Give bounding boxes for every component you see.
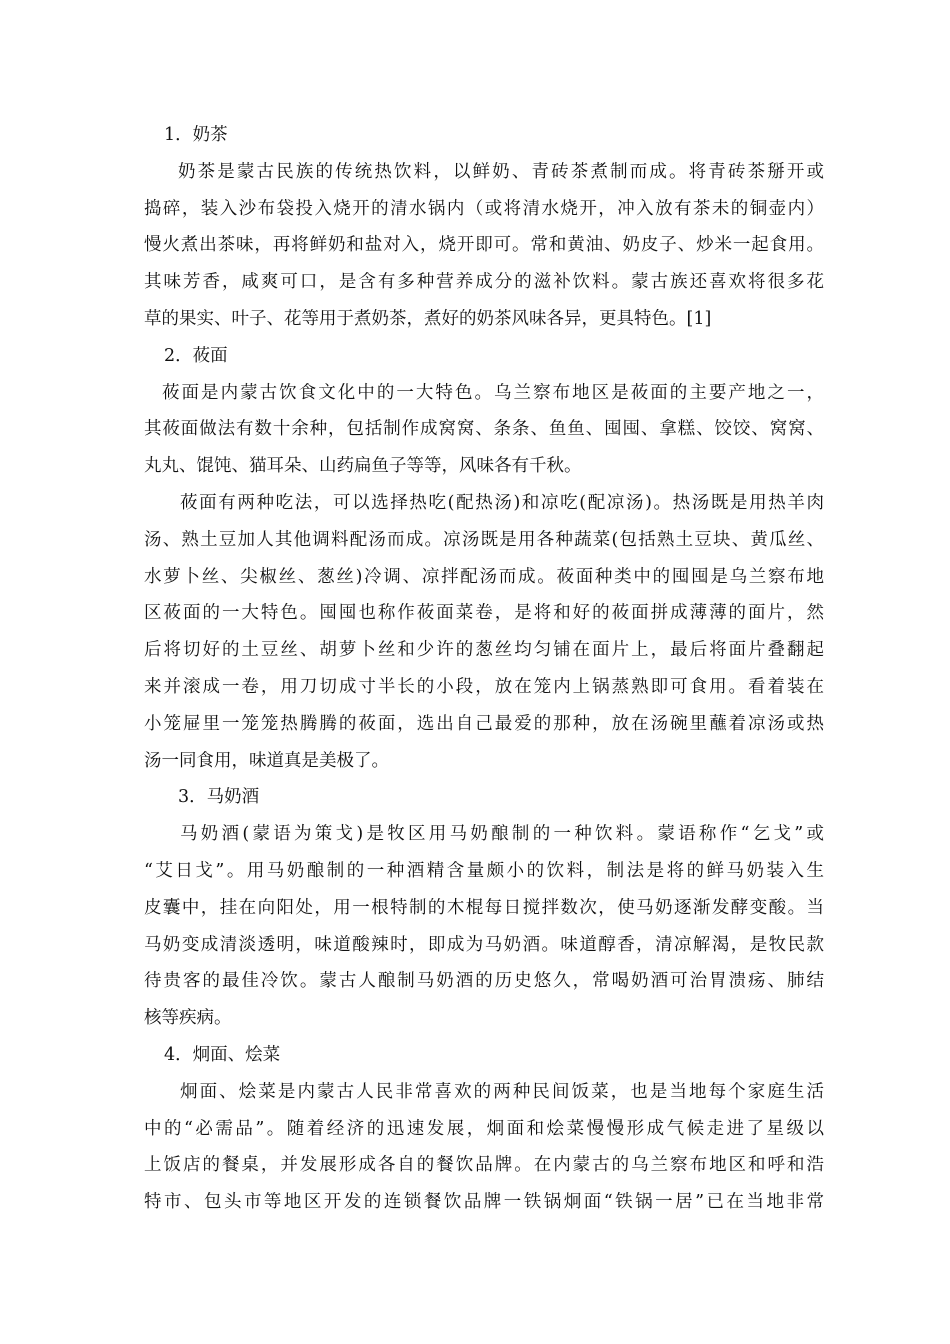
document-page — [144, 117, 824, 1221]
text-line: 皮囊中，挂在向阳处，用一根特制的木棍每日搅拌数次，使马奶逐渐发酵变酸。当 — [144, 897, 824, 918]
text-line: 待贵客的最佳冷饮。蒙古人酿制马奶酒的历史悠久，常喝奶酒可治胃溃疡、肺结 — [144, 971, 824, 992]
text-line: 核等疾病。 — [144, 1008, 232, 1029]
text-line: 其莜面做法有数十余种，包括制作成窝窝、条条、鱼鱼、囤囤、拿糕、饺饺、窝窝、 — [144, 419, 824, 440]
text-line: 捣碎，装入沙布袋投入烧开的清水锅内（或将清水烧开，冲入放有茶未的铜壶内） — [144, 198, 824, 219]
text-line: 后将切好的土豆丝、胡萝卜丝和少许的葱丝均匀铺在面片上，最后将面片叠翻起 — [144, 640, 824, 661]
text-line: 草的果实、叶子、花等用于煮奶茶，煮好的奶茶风味各异，更具特色。[1] — [144, 308, 712, 329]
text-line: 其味芳香，咸爽可口，是含有多种营养成分的滋补饮料。蒙古族还喜欢将很多花 — [144, 272, 824, 293]
text-line: 特市、包头市等地区开发的连锁餐饮品牌一铁锅炯面“铁锅一居”已在当地非常 — [144, 1192, 824, 1213]
paragraph — [144, 1074, 824, 1221]
paragraph — [144, 816, 824, 1037]
text-line: 莜面有两种吃法，可以选择热吃(配热汤)和凉吃(配凉汤)。热汤既是用热羊肉 — [180, 492, 824, 513]
text-line: 莜面是内蒙古饮食文化中的一大特色。乌兰察布地区是莜面的主要产地之一， — [162, 382, 824, 403]
text-line: 马奶变成清淡透明，味道酸辣时，即成为马奶酒。味道醇香，清凉解渴，是牧民款 — [144, 934, 824, 955]
text-line: 慢火煮出茶味，再将鲜奶和盐对入，烧开即可。常和黄油、奶皮子、炒米一起食用。 — [144, 235, 824, 256]
section-heading: 3．马奶酒 — [178, 787, 260, 808]
text-line: 丸丸、馄饨、猫耳朵、山药扁鱼子等等，风味各有千秋。 — [144, 456, 582, 477]
text-line: 水萝卜丝、尖椒丝、葱丝)冷调、凉拌配汤而成。莜面种类中的囤囤是乌兰察布地 — [144, 566, 824, 587]
text-line: 上饭店的餐桌，并发展形成各自的餐饮品牌。在内蒙古的乌兰察布地区和呼和浩 — [144, 1155, 824, 1176]
paragraph — [144, 154, 824, 338]
text-line: “艾日戈”。用马奶酿制的一种酒精含量颇小的饮料，制法是将的鲜马奶装入生 — [144, 860, 824, 881]
text-line: 汤、熟土豆加人其他调料配汤而成。凉汤既是用各种蔬菜(包括熟土豆块、黄瓜丝、 — [144, 529, 824, 550]
section-heading: 1．奶茶 — [164, 125, 228, 145]
text-line: 来并滚成一卷，用刀切成寸半长的小段，放在笼内上锅蒸熟即可食用。看着装在 — [144, 676, 824, 697]
section-heading: 2．莜面 — [164, 345, 228, 366]
text-line: 马奶酒(蒙语为策戈)是牧区用马奶酿制的一种饮料。蒙语称作“乞戈”或 — [180, 824, 824, 845]
paragraph — [144, 485, 824, 779]
paragraph — [144, 375, 824, 485]
text-line: 炯面、烩菜是内蒙古人民非常喜欢的两种民间饭菜，也是当地每个家庭生活 — [180, 1081, 824, 1102]
section-heading: 4．炯面、烩菜 — [164, 1044, 281, 1065]
text-line: 中的“必需品”。随着经济的迅速发展，炯面和烩菜慢慢形成气候走进了星级以 — [144, 1118, 824, 1139]
text-line: 小笼屉里一笼笼热腾腾的莜面，选出自己最爱的那种，放在汤碗里蘸着凉汤或热 — [144, 713, 824, 734]
text-line: 汤一同食用，味道真是美极了。 — [144, 750, 389, 771]
text-line: 奶茶是蒙古民族的传统热饮料，以鲜奶、青砖茶煮制而成。将青砖茶掰开或 — [178, 161, 824, 182]
text-line: 区莜面的一大特色。囤囤也称作莜面菜卷，是将和好的莜面拼成薄薄的面片，然 — [144, 603, 824, 624]
